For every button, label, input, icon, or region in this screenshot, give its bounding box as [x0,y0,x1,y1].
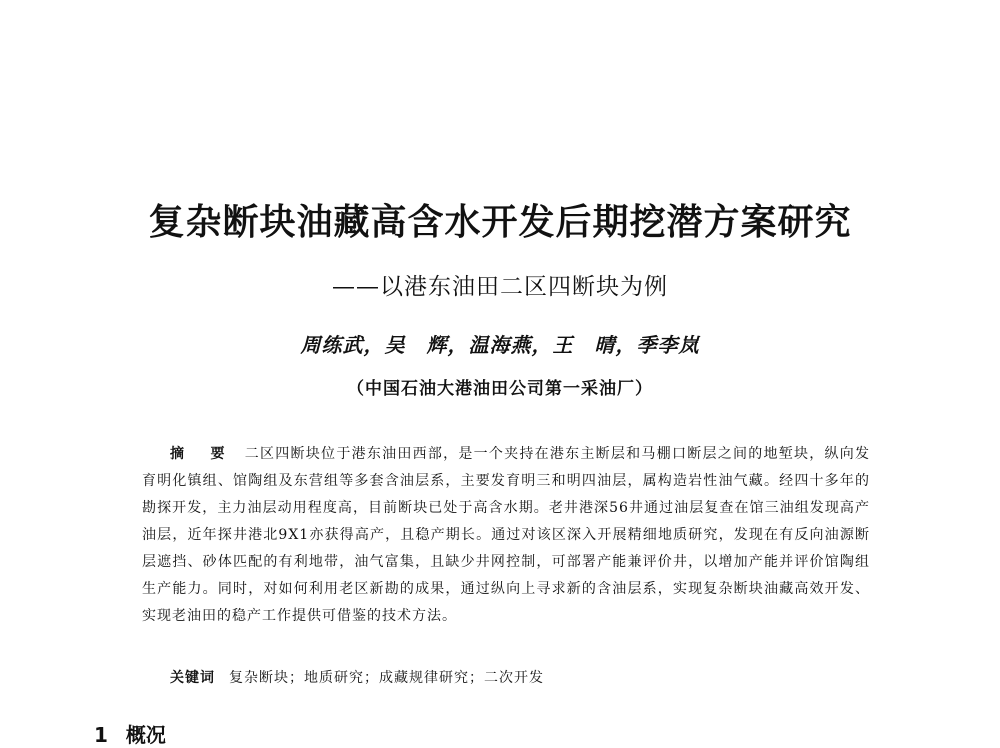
abstract-text: 二区四断块位于港东油田西部，是一个夹持在港东主断层和马棚口断层之间的地堑块，纵向发育明化镇组、馆陶组及东营组等多套含油层系，主要发育明三和明四油层，属构造岩性油气藏。经四十多年的勘探开发，主力油层动用程度高，目前断块已处于高含水期。老井港深56井通过油层复查在馆三油组发现高产油层，近年探井港北9X1亦获得高产，且稳产期长。通过对该区深入开展精细地质研究，发现在有反向油源断层遮挡、砂体匹配的有利地带，油气富集，且缺少井网控制，可部署产能兼评价井，以增加产能并评价馆陶组生产能力。同时，对如何利用老区新勘的成果，通过纵向上寻求新的含油层系，实现复杂断块油藏高效开发、实现老油田的稳产工作提供可借鉴的技术方法。 [142,446,871,624]
keywords-text: 复杂断块；地质研究；成藏规律研究；二次开发 [229,670,544,686]
paper-title: 复杂断块油藏高含水开发后期挖潜方案研究 [148,202,852,243]
keywords-label: 关键词 [170,670,215,686]
affiliation: （中国石油大港油田公司第一采油厂） [347,379,653,399]
keywords-line [170,667,870,687]
section-number: 1 [94,723,108,747]
abstract-paragraph [142,441,870,630]
section-title: 概况 [125,723,166,747]
paper-subtitle: ——以港东油田二区四断块为例 [332,274,668,300]
section-heading [94,719,166,748]
abstract-label: 摘 要 [170,446,231,462]
author-list: 周练武，吴 辉，温海燕，王 晴，季李岚 [300,333,700,357]
